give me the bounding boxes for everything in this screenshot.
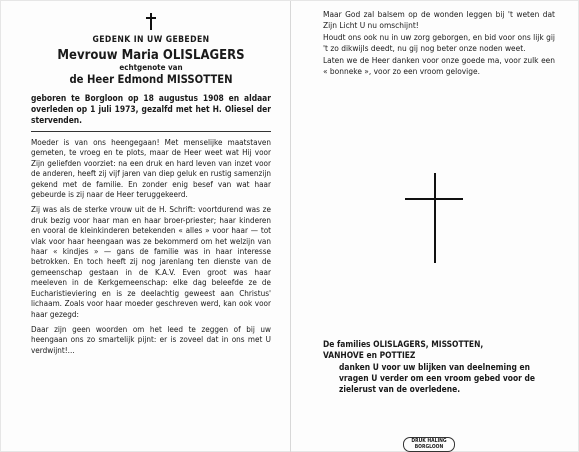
birth-death-text: geboren te Borgloon op 18 augustus 1908 en aldaar overleden op 1 juli 1973, gezalfd met het H. Oliesel der stervenden. xyxy=(31,93,271,125)
printer-line: DRUK HALING xyxy=(411,438,447,444)
poem-stanza: Houdt ons ook nu in uw zorg geborgen, en bid voor ons lijk gij 't zo dikwijls deedt, nu gij nog beter onze noden weet. xyxy=(323,32,555,53)
poem-stanza: Laten we de Heer danken voor onze goede ma, voor zulk een « bonneke », voor zo een vroom gelovige. xyxy=(323,55,555,76)
poem-stanza: Maar God zal balsem op de wonden leggen bij 't weten dat Zijn Licht U nu omschijnt! xyxy=(323,9,555,30)
right-page xyxy=(323,9,555,79)
thanks-text: danken U voor uw blijken van deelneming en vragen U verder om een vroom gebed voor de zielerust van de overledene. xyxy=(339,362,535,394)
paragraph: Moeder is van ons heengegaan! Met menselijke maatstaven gemeten, te vroeg en te plots, maar de Heer weet wat Hij voor Zijn geliefden voorziet: na een druk en hard leven van inzet voor de anderen, heeft zij vijf jaren van diep geluk en rustig samenzijn gekend met de familie. En zonder enig besef van wat haar gebeurde is zij naar de Heer teruggekeerd. xyxy=(31,137,271,200)
large-cross-icon xyxy=(405,173,463,263)
spouse-name: de Heer Edmond MISSOTTEN xyxy=(69,73,233,86)
left-page xyxy=(31,9,271,360)
card-title: GEDENK IN UW GEBEDEN xyxy=(92,35,210,45)
fold-line xyxy=(290,1,291,452)
families-line: VANHOVE en POTTIEZ xyxy=(323,350,416,360)
deceased-name: Mevrouw Maria OLISLAGERS xyxy=(57,48,245,63)
printer-line: BORGLOON xyxy=(414,444,444,451)
spouse-label: echtgenote van xyxy=(119,63,183,72)
divider xyxy=(31,131,271,132)
paragraph: Zij was als de sterke vrouw uit de H. Schrift: voortdurend was ze druk bezig voor haar man en haar broer-priester; haar kinderen en vooral de kleinkinderen betekenden « alles » voor haar — tot vlak voor haar heengaan was ze bekommerd om het welzijn van haar « kindjes » — gans de familie was in haar interesse betrokken. En toch heeft zij nog jarenlang ten dienste van de gemeenschap gestaan in de K.A.V. Even groot was haar meeleven in de Kerkgemeenschap: elke dag beleefde ze de Eucharistieviering en is ze deelachtig geweest aan Christus' lichaam. Zoals voor haar moeder geschreven werd, kan ook voor haar gezegd: xyxy=(31,204,271,319)
printer-stamp xyxy=(403,437,455,452)
small-cross-icon xyxy=(146,13,156,30)
families-block xyxy=(323,339,555,395)
families-line: De families OLISLAGERS, MISSOTTEN, xyxy=(323,339,484,349)
paragraph: Daar zijn geen woorden om het leed te zeggen of bij uw heengaan ons zo smartelijk pijnt: er is zoveel dat in ons met U verdwijnt!... xyxy=(31,323,271,355)
